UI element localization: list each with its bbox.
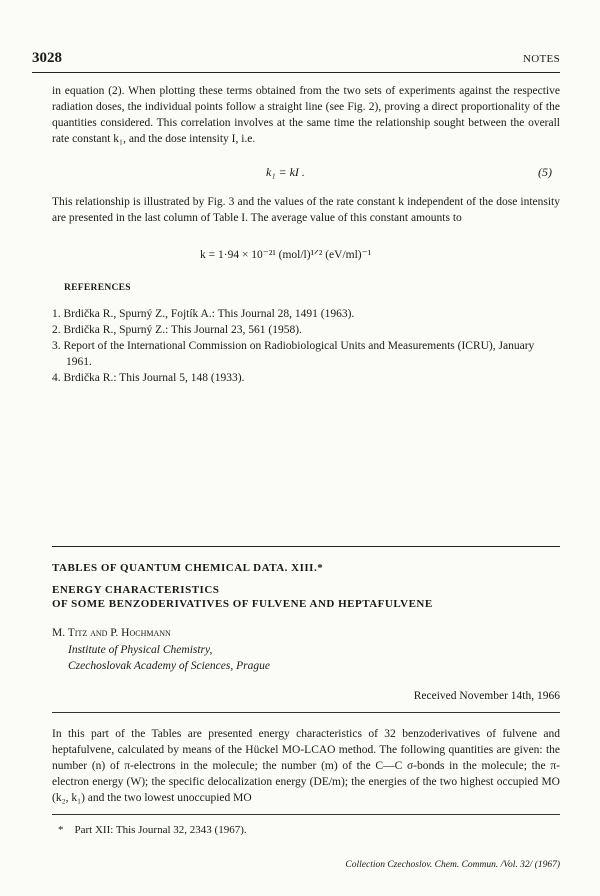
reference-item: 1. Brdička R., Spurný Z., Fojtík A.: This Journal 28, 1491 (1963). (52, 308, 355, 320)
abstract: In this part of the Tables are presented energy characteristics of 32 benzoderivatives of fulvene and heptafulvene, calculated by means of the Hückel MO-LCAO method. The following quantities are given: the number (n) of π-electrons in the molecule; the number (m) of the C—C σ-bonds in the molecule; the π-electron energy (W); the specific delocalization energy (DE/m); the energies of the two highest occupied MO (k₂, k₁) and the two lowest unoccupied MO (52, 728, 560, 804)
article-title-line-2: ENERGY CHARACTERISTICS (52, 584, 220, 596)
header-rule (32, 72, 560, 73)
reference-item: 3. Report of the International Commission on Radiobiological Units and Measurements (ICRU), January 1961. (52, 340, 535, 368)
reference-item: 4. Brdička R.: This Journal 5, 148 (1933). (52, 372, 245, 384)
paragraph-2: This relationship is illustrated by Fig. 3 and the values of the rate constant k independent of the dose intensity are presented in the last column of Table I. The average value of this constant amounts to (52, 196, 560, 224)
institute-line-1: Institute of Physical Chemistry, (68, 644, 213, 656)
equation-5: k₁ = kI . (266, 165, 305, 179)
authors: M. Titz and P. Hochmann (52, 627, 171, 639)
equation-6: k = 1·94 × 10⁻²¹ (mol/l)¹ᐟ² (eV/ml)⁻¹ (200, 249, 372, 261)
received-date: Received November 14th, 1966 (413, 690, 560, 702)
journal-footer: Collection Czechoslov. Chem. Commun. /Vol. 32/ (1967) (345, 860, 560, 870)
article-title-line-1: TABLES OF QUANTUM CHEMICAL DATA. XIII.* (52, 562, 324, 574)
footnote-rule (52, 814, 560, 815)
abstract-rule (52, 712, 560, 713)
page-number: 3028 (32, 50, 62, 66)
article-top-rule (52, 546, 560, 547)
references-heading: REFERENCES (64, 283, 131, 293)
section-title: NOTES (523, 53, 560, 65)
paragraph-1: in equation (2). When plotting these terms obtained from the two sets of experiments against the respective radiation doses, the individual points follow a straight line (see Fig. 2), proving a direct proportionality of the quantities considered. This correlation involves at the same time the relationship sought between the overall rate constant k₁, and the dose intensity I, i.e. (52, 85, 560, 145)
footnote: * Part XII: This Journal 32, 2343 (1967). (58, 824, 247, 836)
reference-item: 2. Brdička R., Spurný Z.: This Journal 23, 561 (1958). (52, 324, 302, 336)
equation-5-number: (5) (538, 165, 552, 179)
institute-line-2: Czechoslovak Academy of Sciences, Prague (68, 660, 270, 672)
article-title-line-3: OF SOME BENZODERIVATIVES OF FULVENE AND HEPTAFULVENE (52, 598, 433, 610)
